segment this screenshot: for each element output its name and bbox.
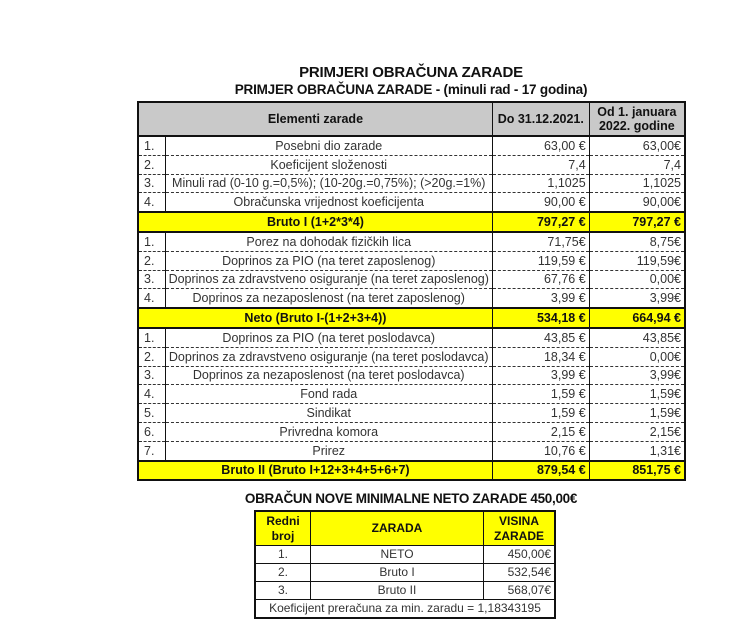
row-description: Minuli rad (0-10 g.=0,5%); (10-20g.=0,75%); (>20g.=1%) [165, 174, 492, 193]
row-description: Posebni dio zarade [165, 136, 492, 155]
row-number: 1. [138, 328, 165, 347]
header-from-2022 [589, 102, 685, 136]
row-value-2022: 1,59€ [589, 385, 685, 404]
table-row [138, 404, 685, 423]
row-value-2022: 90,00€ [589, 193, 685, 212]
table-row [138, 422, 685, 441]
min-row-label: NETO [311, 546, 484, 564]
min-row-value: 450,00€ [484, 546, 556, 564]
total-label: Bruto II (Bruto I+12+3+4+5+6+7) [138, 461, 492, 481]
min-row-value: 568,07€ [484, 582, 556, 600]
row-number: 3. [138, 366, 165, 385]
row-value-2021: 7,4 [492, 155, 589, 174]
total-value-2021: 879,54 € [492, 461, 589, 481]
min-table-footer-row [255, 600, 555, 619]
row-value-2021: 90,00 € [492, 193, 589, 212]
row-value-2021: 18,34 € [492, 347, 589, 366]
table-row [138, 328, 685, 347]
row-description: Doprinos za nezaposlenost (na teret zaposlenog) [165, 289, 492, 308]
total-row [138, 308, 685, 328]
row-number: 3. [138, 270, 165, 289]
minimum-wage-table [254, 510, 556, 619]
row-value-2021: 71,75€ [492, 232, 589, 251]
row-value-2021: 2,15 € [492, 422, 589, 441]
min-row-label: Bruto II [311, 582, 484, 600]
row-value-2021: 10,76 € [492, 441, 589, 460]
header-ordinal [255, 511, 311, 546]
row-description: Obračunska vrijednost koeficijenta [165, 193, 492, 212]
table-row [138, 347, 685, 366]
header-elements: Elementi zarade [138, 102, 492, 136]
table-row [138, 193, 685, 212]
row-number: 7. [138, 441, 165, 460]
row-description: Porez na dohodak fizičkih lica [165, 232, 492, 251]
table-row [138, 155, 685, 174]
row-number: 1. [138, 136, 165, 155]
min-row-number: 1. [255, 546, 311, 564]
row-value-2021: 43,85 € [492, 328, 589, 347]
row-value-2022: 1,1025 [589, 174, 685, 193]
row-value-2022: 0,00€ [589, 270, 685, 289]
document-title: PRIMJERI OBRAČUNA ZARADE [299, 64, 523, 81]
row-number: 2. [138, 251, 165, 270]
row-value-2022: 43,85€ [589, 328, 685, 347]
row-number: 5. [138, 404, 165, 423]
row-description: Koeficijent složenosti [165, 155, 492, 174]
row-value-2021: 119,59 € [492, 251, 589, 270]
row-value-2022: 8,75€ [589, 232, 685, 251]
row-description: Doprinos za PIO (na teret zaposlenog) [165, 251, 492, 270]
row-description: Doprinos za PIO (na teret poslodavca) [165, 328, 492, 347]
row-value-2021: 3,99 € [492, 366, 589, 385]
document-subtitle: PRIMJER OBRAČUNA ZARADE - (minuli rad - 17 godina) [234, 82, 588, 97]
row-description: Sindikat [165, 404, 492, 423]
row-value-2022: 63,00€ [589, 136, 685, 155]
table-row [138, 366, 685, 385]
conversion-coefficient: Koeficijent preračuna za min. zaradu = 1,18343195 [255, 600, 555, 619]
header-salary: ZARADA [311, 511, 484, 546]
header-ordinal-line2: broj [271, 528, 295, 543]
table-row [138, 289, 685, 308]
total-value-2022: 797,27 € [589, 212, 685, 232]
table-row [138, 270, 685, 289]
total-value-2021: 797,27 € [492, 212, 589, 232]
row-description: Privredna komora [165, 422, 492, 441]
row-value-2021: 63,00 € [492, 136, 589, 155]
row-number: 3. [138, 174, 165, 193]
total-value-2021: 534,18 € [492, 308, 589, 328]
min-row-label: Bruto I [311, 564, 484, 582]
row-value-2021: 3,99 € [492, 289, 589, 308]
header-amount-line1: VISINA [498, 513, 539, 528]
row-value-2021: 67,76 € [492, 270, 589, 289]
row-number: 4. [138, 289, 165, 308]
row-value-2021: 1,59 € [492, 404, 589, 423]
header-amount-line2: ZARADE [494, 528, 544, 543]
row-value-2022: 1,59€ [589, 404, 685, 423]
row-description: Doprinos za zdravstveno osiguranje (na teret poslodavca) [165, 347, 492, 366]
min-table-row [255, 582, 555, 600]
row-number: 2. [138, 347, 165, 366]
salary-calculation-table [137, 101, 686, 481]
table-header-row [138, 102, 685, 136]
row-description: Doprinos za zdravstveno osiguranje (na teret zaposlenog) [165, 270, 492, 289]
row-value-2022: 0,00€ [589, 347, 685, 366]
row-value-2022: 1,31€ [589, 441, 685, 460]
total-row [138, 212, 685, 232]
row-number: 6. [138, 422, 165, 441]
row-number: 2. [138, 155, 165, 174]
table-row [138, 136, 685, 155]
row-value-2022: 7,4 [589, 155, 685, 174]
min-table-row [255, 546, 555, 564]
table-row [138, 174, 685, 193]
row-value-2022: 119,59€ [589, 251, 685, 270]
row-number: 4. [138, 385, 165, 404]
row-value-2022: 2,15€ [589, 422, 685, 441]
row-description: Doprinos za nezaposlenost (na teret poslodavca) [165, 366, 492, 385]
row-number: 4. [138, 193, 165, 212]
min-row-number: 3. [255, 582, 311, 600]
min-table-header-row [255, 511, 555, 546]
min-table-row [255, 564, 555, 582]
row-description: Fond rada [165, 385, 492, 404]
table-row [138, 441, 685, 460]
total-value-2022: 664,94 € [589, 308, 685, 328]
row-value-2021: 1,1025 [492, 174, 589, 193]
total-label: Bruto I (1+2*3*4) [138, 212, 492, 232]
table-row [138, 232, 685, 251]
table-row [138, 385, 685, 404]
header-from-2022-line1: Od 1. januara [597, 105, 677, 119]
min-row-number: 2. [255, 564, 311, 582]
header-from-2022-line2: 2022. godine [598, 119, 675, 133]
min-row-value: 532,54€ [484, 564, 556, 582]
total-label: Neto (Bruto I-(1+2+3+4)) [138, 308, 492, 328]
row-value-2022: 3,99€ [589, 366, 685, 385]
header-until-2021: Do 31.12.2021. [492, 102, 589, 136]
row-description: Prirez [165, 441, 492, 460]
table-row [138, 251, 685, 270]
header-salary-amount [484, 511, 556, 546]
header-ordinal-line1: Redni [266, 513, 300, 528]
row-value-2021: 1,59 € [492, 385, 589, 404]
row-value-2022: 3,99€ [589, 289, 685, 308]
total-value-2022: 851,75 € [589, 461, 685, 481]
total-row [138, 461, 685, 481]
row-number: 1. [138, 232, 165, 251]
minimum-wage-title: OBRAČUN NOVE MINIMALNE NETO ZARADE 450,00€ [244, 491, 578, 506]
